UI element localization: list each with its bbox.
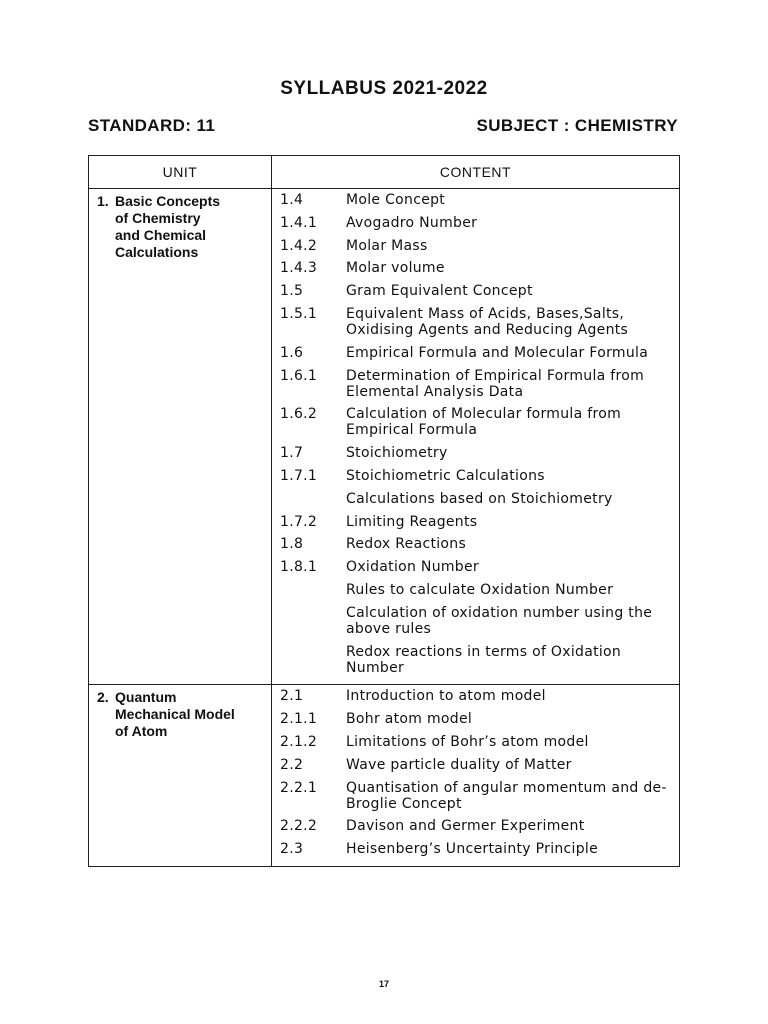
topic-number (280, 491, 346, 507)
topic-number: 1.7 (280, 445, 304, 462)
topic-text: Calculation of oxidation number using the above rules (346, 604, 653, 637)
topic-text: Limitations of Bohr’s atom model (346, 733, 589, 750)
topic-text: Determination of Empirical Formula from Elemental Analysis Data (346, 367, 645, 400)
list-item (280, 780, 673, 812)
list-item (280, 468, 673, 484)
topic-text: Oxidation Number (346, 559, 479, 576)
table-row (89, 685, 680, 867)
topic-number (280, 644, 346, 676)
content-cell (272, 189, 680, 685)
list-item (280, 559, 673, 575)
topic-number: 1.4.1 (280, 214, 318, 231)
list-item (280, 841, 673, 857)
topic-text: Equivalent Mass of Acids, Bases,Salts, Oxidising Agents and Reducing Agents (346, 305, 629, 338)
topic-text: Redox reactions in terms of Oxidation Number (346, 643, 622, 676)
topic-number: 2.1.2 (280, 733, 318, 750)
topic-number: 1.6.2 (280, 406, 318, 423)
list-item (280, 536, 673, 552)
topic-number: 1.5.1 (280, 305, 318, 322)
list-item (280, 306, 673, 338)
list-item (280, 445, 673, 461)
page-number: 17 (378, 979, 389, 989)
topic-text: Mole Concept (346, 192, 446, 208)
topic-text: Bohr atom model (346, 711, 473, 728)
list-item (280, 734, 673, 750)
content-cell (272, 685, 680, 867)
topic-number: 1.4.2 (280, 237, 318, 254)
list-item (280, 283, 673, 299)
topic-text: Limiting Reagents (346, 513, 478, 530)
topic-text: Redox Reactions (346, 536, 467, 553)
topic-text: Rules to calculate Oxidation Number (346, 581, 614, 598)
topic-text: Stoichiometric Calculations (346, 467, 545, 484)
syllabus-table (88, 155, 680, 867)
unit-column-header: UNIT (89, 156, 272, 189)
topic-number: 2.2 (280, 756, 304, 773)
unit-cell (89, 189, 272, 685)
unit-number: 2. (97, 689, 109, 706)
topic-number: 1.7.2 (280, 513, 318, 530)
list-item (280, 491, 673, 507)
list-item (280, 818, 673, 834)
topic-text: Heisenberg’s Uncertainty Principle (346, 841, 599, 858)
topic-number: 2.3 (280, 841, 304, 858)
topic-number: 2.2.1 (280, 779, 318, 796)
topic-number: 1.5 (280, 283, 304, 300)
list-item (280, 514, 673, 530)
list-item (280, 644, 673, 676)
list-item (280, 711, 673, 727)
list-item (280, 582, 673, 598)
list-item (280, 260, 673, 276)
list-item (280, 757, 673, 773)
topic-text: Introduction to atom model (346, 688, 546, 705)
topic-text: Empirical Formula and Molecular Formula (346, 344, 649, 361)
unit-number: 1. (97, 193, 109, 209)
topic-number: 2.2.2 (280, 818, 318, 835)
list-item (280, 605, 673, 637)
topic-text: Avogadro Number (346, 214, 478, 231)
topic-text: Gram Equivalent Concept (346, 283, 533, 300)
unit-name: Quantum Mechanical Model of Atom (115, 689, 235, 740)
table-header-row (89, 156, 680, 189)
list-item (280, 345, 673, 361)
subject-label: SUBJECT : CHEMISTRY (476, 116, 678, 135)
topic-text: Calculation of Molecular formula from Empirical Formula (346, 406, 622, 439)
topic-number: 1.8 (280, 536, 304, 553)
topic-number (280, 605, 346, 637)
list-item (280, 688, 673, 704)
list-item (280, 238, 673, 254)
topic-text: Davison and Germer Experiment (346, 818, 585, 835)
topic-text: Calculations based on Stoichiometry (346, 490, 613, 507)
list-item (280, 192, 673, 208)
content-column-header: CONTENT (272, 156, 680, 189)
list-item (280, 368, 673, 400)
topic-number: 1.4.3 (280, 260, 318, 277)
page-title: SYLLABUS 2021-2022 (280, 78, 488, 99)
topic-number: 2.1 (280, 688, 304, 705)
list-item (280, 215, 673, 231)
topic-text: Wave particle duality of Matter (346, 756, 572, 773)
list-item (280, 406, 673, 438)
standard-label: STANDARD: 11 (88, 116, 216, 135)
table-row (89, 189, 680, 685)
topic-number: 1.7.1 (280, 467, 318, 484)
topic-number (280, 582, 346, 598)
topic-number: 1.6 (280, 344, 304, 361)
topic-number: 1.6.1 (280, 367, 318, 384)
topic-text: Molar volume (346, 260, 445, 277)
unit-cell (89, 685, 272, 867)
unit-name: Basic Concepts of Chemistry and Chemical Calculations (115, 193, 221, 260)
topic-number: 1.8.1 (280, 559, 318, 576)
topic-text: Quantisation of angular momentum and de-Broglie Concept (346, 779, 667, 812)
topic-number: 2.1.1 (280, 711, 318, 728)
topic-text: Stoichiometry (346, 445, 448, 462)
topic-text: Molar Mass (346, 237, 428, 254)
topic-number: 1.4 (280, 192, 304, 208)
